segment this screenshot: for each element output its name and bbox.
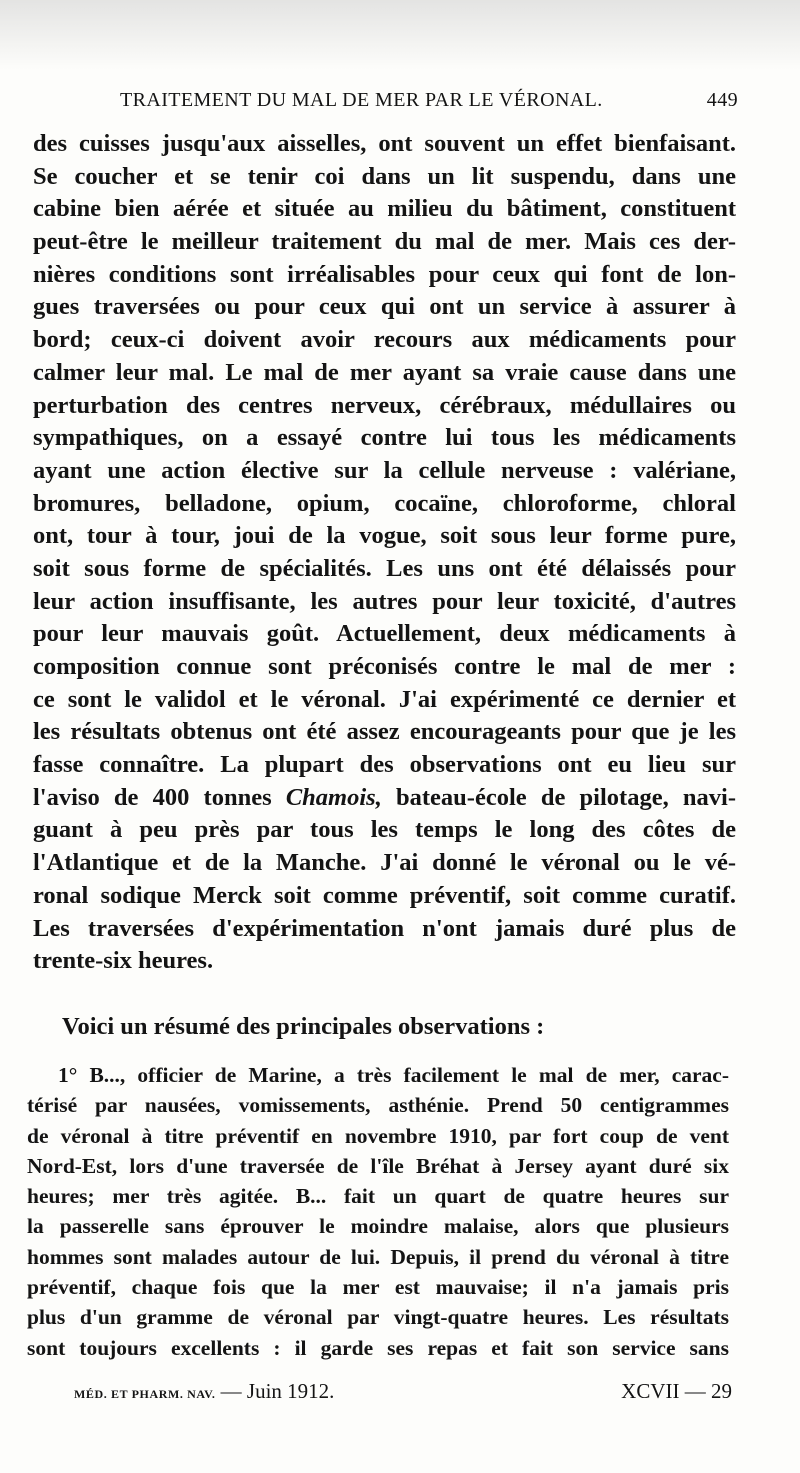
text-line: hommes sont malades autour de lui. Depuis, il prend du véronal à titre [27, 1244, 729, 1269]
text-fragment: l'aviso de 400 tonnes [33, 783, 286, 811]
journal-name: MÉD. ET PHARM. NAV. [74, 1387, 216, 1401]
text-line: la passerelle sans éprouver le moindre malaise, alors que plusieurs [27, 1214, 729, 1239]
running-head [120, 83, 738, 117]
text-line: nières conditions sont irréalisables pour ceux qui font de lon- [33, 260, 736, 288]
text-line: perturbation des centres nerveux, cérébraux, médullaires ou [33, 391, 736, 419]
observation-1 [27, 1060, 729, 1363]
issue-date: — Juin 1912. [215, 1379, 335, 1403]
text-line: cabine bien aérée et située au milieu du bâtiment, constituent [33, 195, 736, 223]
text-fragment: bateau-école de pilotage, navi- [381, 783, 736, 811]
text-line: Se coucher et se tenir coi dans un lit suspendu, dans une [33, 162, 736, 190]
page-number: 449 [706, 89, 738, 111]
text-line: calmer leur mal. Le mal de mer ayant sa vraie cause dans une [33, 358, 736, 386]
text-line: sympathiques, on a essayé contre lui tous les médicaments [33, 424, 736, 452]
text-line: fasse connaître. La plupart des observations ont eu lieu sur [33, 751, 736, 779]
running-head-title: TRAITEMENT DU MAL DE MER PAR LE VÉRONAL. [120, 89, 603, 111]
text-line: trente-six heures. [33, 947, 214, 975]
text-line: bromures, belladone, opium, cocaïne, chloroforme, chloral [33, 489, 736, 517]
text-line: sont toujours excellents : il garde ses repas et fait son service sans [27, 1335, 729, 1360]
text-line: gues traversées ou pour ceux qui ont un service à assurer à [33, 293, 736, 321]
signature-mark: XCVII — 29 [621, 1379, 732, 1403]
page-footer [74, 1375, 732, 1409]
text-line: ronal sodique Merck soit comme préventif, soit comme curatif. [33, 881, 736, 909]
text-line: Les traversées d'expérimentation n'ont jamais duré plus de [33, 914, 736, 942]
text-line-with-ship-name [33, 782, 736, 815]
text-line: l'Atlantique et de la Manche. J'ai donné le véronal ou le vé- [33, 849, 736, 877]
text-line: 1° B..., officier de Marine, a très facilement le mal de mer, carac- [58, 1063, 729, 1087]
text-line: heures; mer très agitée. B... fait un quart de quatre heures sur [27, 1184, 729, 1209]
text-line: ayant une action élective sur la cellule nerveuse : valériane, [33, 456, 736, 484]
text-line: de véronal à titre préventif en novembre 1910, par fort coup de vent [27, 1123, 729, 1148]
text-line: térisé par nausées, vomissements, asthénie. Prend 50 centigrammes [27, 1093, 729, 1118]
text-line: guant à peu près par tous les temps le long des côtes de [33, 816, 736, 844]
text-line: pour leur mauvais goût. Actuellement, deux médicaments à [33, 620, 736, 648]
text-line: soit sous forme de spécialités. Les uns ont été délaissés pour [33, 554, 736, 582]
text-line: préventif, chaque fois que la mer est mauvaise; il n'a jamais pris [27, 1275, 729, 1300]
text-line: ont, tour à tour, joui de la vogue, soit sous leur forme pure, [33, 522, 736, 550]
text-line: les résultats obtenus ont été assez encourageants pour que je les [33, 718, 736, 746]
text-line: plus d'un gramme de véronal par vingt-quatre heures. Les résultats [27, 1305, 729, 1330]
ship-name: Chamois, [285, 783, 382, 811]
observations-intro: Voici un résumé des principales observations : [62, 1013, 545, 1040]
text-line: peut-être le meilleur traitement du mal de mer. Mais ces der- [33, 228, 736, 256]
text-line: Nord-Est, lors d'une traversée de l'île Bréhat à Jersey ayant duré six [27, 1153, 729, 1178]
paragraph-main [33, 128, 736, 978]
text-line: ce sont le validol et le véronal. J'ai expérimenté ce dernier et [33, 685, 736, 713]
text-line: bord; ceux-ci doivent avoir recours aux médicaments pour [33, 326, 736, 354]
text-line: des cuisses jusqu'aux aisselles, ont souvent un effet bienfaisant. [33, 130, 736, 157]
text-line: leur action insuffisante, les autres pour leur toxicité, d'autres [33, 587, 736, 615]
footer-journal [74, 1379, 334, 1404]
text-line: composition connue sont préconisés contre le mal de mer : [33, 653, 736, 680]
